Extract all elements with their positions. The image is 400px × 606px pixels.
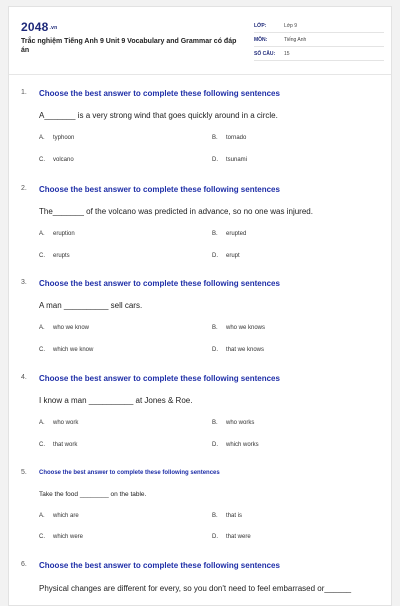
document-title: Trắc nghiệm Tiếng Anh 9 Unit 9 Vocabulary and Grammar có đáp án (21, 38, 237, 54)
question-sentence: The_______ of the volcano was predicted in advance, so no one was injured. (39, 207, 313, 216)
question-prompt: Choose the best answer to complete these following sentences (39, 470, 220, 476)
question-number: 1. (21, 89, 27, 96)
option-letter: D. (212, 157, 218, 163)
question-number: 4. (21, 374, 27, 381)
question-sentence: A_______ is a very strong wind that goes quickly around in a circle. (39, 111, 278, 120)
question-prompt: Choose the best answer to complete these following sentences (39, 185, 280, 194)
question-number: 2. (21, 185, 27, 192)
option-d[interactable] (212, 157, 247, 163)
option-c[interactable] (39, 442, 77, 448)
meta-row-subject (254, 33, 384, 47)
logo-text: 2048 (21, 20, 49, 34)
question-number: 5. (21, 469, 27, 476)
option-text: which are (53, 513, 79, 519)
option-text: erupt (226, 253, 240, 259)
option-letter: B. (212, 135, 218, 141)
option-b[interactable] (212, 135, 246, 141)
option-text: who we knows (226, 325, 266, 331)
option-text: tornado (226, 135, 247, 141)
question-prompt: Choose the best answer to complete these following sentences (39, 374, 280, 383)
option-c[interactable] (39, 253, 70, 259)
meta-label: LỚP: (254, 22, 267, 29)
option-text: erupted (226, 231, 247, 237)
meta-label: SỐ CÂU: (254, 50, 276, 57)
option-letter: B. (212, 513, 218, 519)
question-sentence: A man __________ sell cars. (39, 301, 143, 310)
option-letter: A. (39, 420, 45, 426)
option-d[interactable] (212, 442, 259, 448)
option-text: that were (226, 534, 251, 540)
meta-value: Lớp 9 (284, 22, 298, 29)
option-text: volcano (53, 157, 74, 163)
question-sentence: I know a man __________ at Jones & Roe. (39, 396, 193, 405)
option-c[interactable] (39, 157, 74, 163)
option-text: typhoon (53, 135, 75, 141)
option-letter: A. (39, 325, 45, 331)
option-b[interactable] (212, 513, 242, 519)
meta-row-count (254, 47, 384, 61)
meta-row-class (254, 19, 384, 33)
option-text: which we know (53, 347, 94, 353)
option-d[interactable] (212, 534, 251, 540)
option-b[interactable] (212, 325, 265, 331)
option-text: who we know (53, 325, 90, 331)
option-letter: D. (212, 442, 218, 448)
option-letter: C. (39, 253, 45, 259)
option-letter: C. (39, 534, 45, 540)
option-a[interactable] (39, 513, 79, 519)
option-letter: A. (39, 135, 45, 141)
option-letter: A. (39, 513, 45, 519)
meta-value: Tiếng Anh (284, 36, 307, 43)
option-a[interactable] (39, 325, 89, 331)
option-text: that we knows (226, 347, 265, 353)
option-c[interactable] (39, 347, 93, 353)
option-a[interactable] (39, 135, 74, 141)
document-meta (254, 19, 384, 61)
option-letter: C. (39, 442, 45, 448)
option-b[interactable] (212, 420, 254, 426)
option-text: who works (226, 420, 255, 426)
option-letter: C. (39, 347, 45, 353)
option-letter: D. (212, 347, 218, 353)
question-prompt: Choose the best answer to complete these following sentences (39, 279, 280, 288)
meta-label: MÔN: (254, 36, 268, 43)
option-d[interactable] (212, 347, 264, 353)
question-number: 3. (21, 279, 27, 286)
document-header (9, 7, 391, 75)
question-prompt: Choose the best answer to complete these following sentences (39, 89, 280, 98)
option-text: which works (226, 442, 259, 448)
option-text: tsunami (226, 157, 248, 163)
option-letter: A. (39, 231, 45, 237)
meta-value: 15 (284, 50, 290, 57)
option-letter: C. (39, 157, 45, 163)
option-a[interactable] (39, 231, 75, 237)
option-text: who work (53, 420, 79, 426)
option-letter: B. (212, 231, 218, 237)
option-b[interactable] (212, 231, 246, 237)
option-text: which were (53, 534, 84, 540)
option-letter: B. (212, 420, 218, 426)
option-d[interactable] (212, 253, 240, 259)
option-letter: B. (212, 325, 218, 331)
question-number: 6. (21, 561, 27, 568)
question-sentence: Physical changes are different for every, so you don't need to feel embarrased or______ (39, 584, 352, 593)
option-letter: D. (212, 253, 218, 259)
option-text: eruption (53, 231, 75, 237)
option-letter: D. (212, 534, 218, 540)
option-a[interactable] (39, 420, 78, 426)
option-text: that is (226, 513, 243, 519)
option-c[interactable] (39, 534, 83, 540)
logo-suffix: .vn (49, 24, 58, 31)
document-page (8, 6, 392, 606)
site-logo[interactable] (21, 20, 57, 34)
option-text: erupts (53, 253, 70, 259)
option-text: that work (53, 442, 78, 448)
question-prompt: Choose the best answer to complete these following sentences (39, 561, 280, 570)
question-sentence: Take the food ________ on the table. (39, 491, 147, 498)
